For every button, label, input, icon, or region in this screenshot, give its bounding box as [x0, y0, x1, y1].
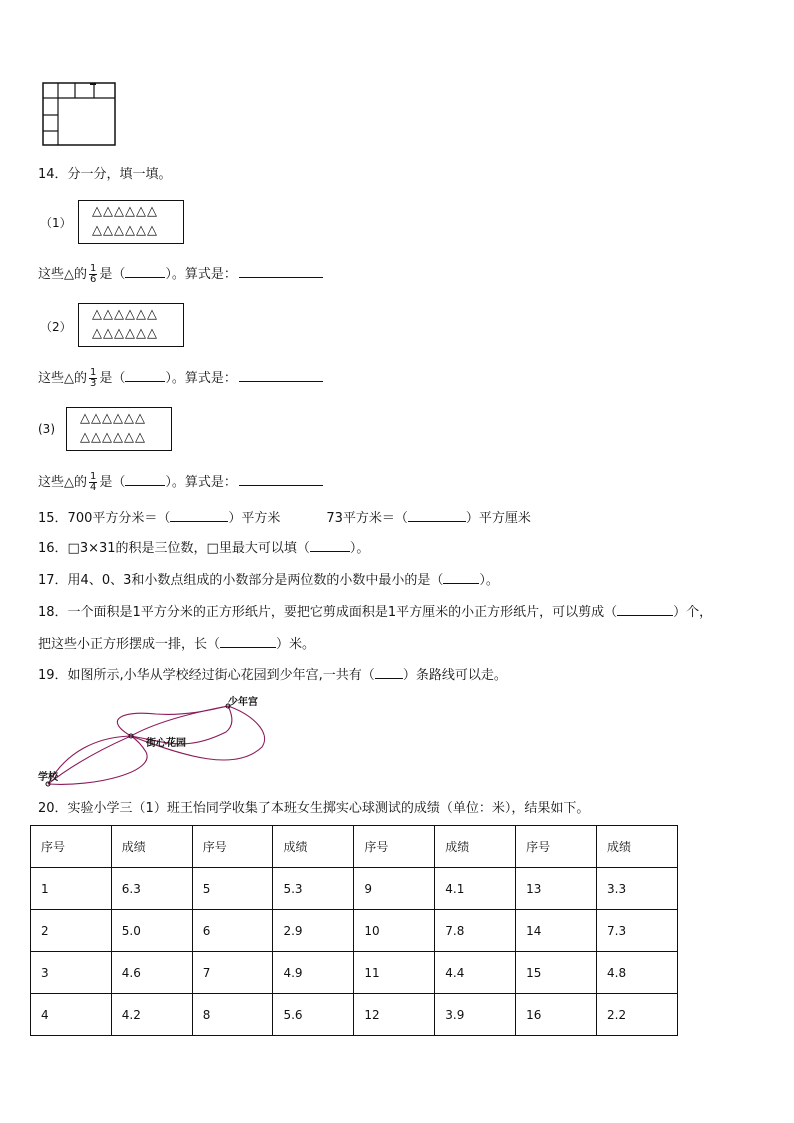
- q18-line2: 把这些小正方形摆成一排，长（ ）米。: [38, 637, 316, 652]
- answer-blank[interactable]: [617, 603, 673, 616]
- header-cell: 成绩: [435, 826, 516, 868]
- q14-title: 14．分一分，填一填。: [38, 167, 172, 182]
- answer-blank[interactable]: [170, 509, 228, 522]
- table-cell: 11: [354, 952, 435, 994]
- table-cell: 15: [516, 952, 597, 994]
- q20-title: 20．实验小学三（1）班王怡同学收集了本班女生掷实心球测试的成绩（单位：米），结果如下。: [38, 801, 590, 816]
- q14-part3-question: 这些△的 $\frac{1}{4}$ 是（ ）。算式是：: [38, 472, 323, 493]
- question-text: 这些△的: [38, 267, 87, 282]
- table-cell: 4.4: [435, 952, 516, 994]
- answer-blank[interactable]: [443, 571, 479, 584]
- route-garden-loop: [117, 706, 228, 736]
- table-cell: 14: [516, 910, 597, 952]
- header-cell: 序号: [31, 826, 112, 868]
- triangle-row: △△△△△△: [92, 204, 158, 219]
- answer-blank[interactable]: [375, 666, 403, 679]
- answer-blank[interactable]: [125, 369, 165, 382]
- table-cell: 7.3: [597, 910, 678, 952]
- formula-blank[interactable]: [239, 265, 323, 278]
- fraction: $\frac{1}{3}$: [90, 367, 97, 389]
- table-cell: 2.2: [597, 994, 678, 1036]
- table-cell: 12: [354, 994, 435, 1036]
- table-cell: 16: [516, 994, 597, 1036]
- q15: 15．700平方分米＝（ ）平方米 73平方米＝（ ）平方厘米: [38, 511, 531, 526]
- table-cell: 9: [354, 868, 435, 910]
- triangle-box-2: [78, 303, 184, 347]
- table-cell: 3: [31, 952, 112, 994]
- q18-line1: 18．一个面积是1平方分米的正方形纸片，要把它剪成面积是1平方厘米的小正方形纸片，可以剪成（ ）个，: [38, 605, 713, 620]
- fraction: $\frac{1}{4}$: [90, 471, 97, 493]
- label-school: 学校: [38, 772, 58, 783]
- header-cell: 序号: [354, 826, 435, 868]
- label-youth-palace: 少年宫: [228, 697, 258, 708]
- q17: 17．用4、0、3和小数点组成的小数部分是两位数的小数中最小的是（ ）。: [38, 573, 499, 588]
- formula-blank[interactable]: [239, 473, 323, 486]
- answer-blank[interactable]: [220, 635, 276, 648]
- table-cell: 7: [192, 952, 273, 994]
- q14-part1-label: （1）: [40, 216, 72, 230]
- q19: 19．如图所示,小华从学校经过街心花园到少年宫,一共有（ ）条路线可以走。: [38, 668, 507, 683]
- q14-part2-question: 这些△的 $\frac{1}{3}$ 是（ ）。算式是：: [38, 368, 323, 389]
- q14-part3-label: (3): [38, 422, 55, 436]
- q16: 16．□3×31的积是三位数，□里最大可以填（ ）。: [38, 541, 370, 556]
- table-cell: 4.6: [111, 952, 192, 994]
- answer-blank[interactable]: [125, 265, 165, 278]
- table-cell: 5.3: [273, 868, 354, 910]
- header-cell: 成绩: [111, 826, 192, 868]
- answer-blank[interactable]: [125, 473, 165, 486]
- table-cell: 4.8: [597, 952, 678, 994]
- route-school-garden-3: [48, 736, 147, 784]
- fraction: $\frac{1}{6}$: [90, 263, 97, 285]
- table-cell: 4.9: [273, 952, 354, 994]
- header-cell: 序号: [192, 826, 273, 868]
- q14-part1-question: 这些△的 $\frac{1}{6}$ 是（ ）。算式是：: [38, 264, 323, 285]
- triangle-box-3: [66, 407, 172, 451]
- table-cell: 3.3: [597, 868, 678, 910]
- triangle-row: △△△△△△: [80, 430, 146, 445]
- table-cell: 6.3: [111, 868, 192, 910]
- question-text: 这些△的: [38, 475, 87, 490]
- table-cell: 6: [192, 910, 273, 952]
- table-cell: 13: [516, 868, 597, 910]
- table-cell: 2: [31, 910, 112, 952]
- triangle-row: △△△△△△: [92, 307, 158, 322]
- table-cell: 2.9: [273, 910, 354, 952]
- scores-table: [30, 825, 678, 1036]
- answer-blank[interactable]: [310, 539, 350, 552]
- table-row: [31, 994, 678, 1036]
- table-cell: 3.9: [435, 994, 516, 1036]
- triangle-box-1: [78, 200, 184, 244]
- q14-part2-label: （2）: [40, 320, 72, 334]
- table-cell: 1: [31, 868, 112, 910]
- table-cell: 5.0: [111, 910, 192, 952]
- table-cell: 4: [31, 994, 112, 1036]
- triangle-row: △△△△△△: [80, 411, 146, 426]
- table-cell: 7.8: [435, 910, 516, 952]
- table-cell: 4.1: [435, 868, 516, 910]
- table-cell: 5: [192, 868, 273, 910]
- header-cell: 序号: [516, 826, 597, 868]
- label-street-garden: 街心花园: [146, 738, 186, 749]
- table-row: [31, 910, 678, 952]
- table-cell: 5.6: [273, 994, 354, 1036]
- table-header-row: [31, 826, 678, 868]
- header-cell: 成绩: [597, 826, 678, 868]
- triangle-row: △△△△△△: [92, 223, 158, 238]
- grid-figure: [42, 82, 116, 146]
- table-cell: 8: [192, 994, 273, 1036]
- question-text: 这些△的: [38, 371, 87, 386]
- route-garden-palace-1: [131, 706, 228, 736]
- table-row: [31, 868, 678, 910]
- table-row: [31, 952, 678, 994]
- table-cell: 4.2: [111, 994, 192, 1036]
- answer-blank[interactable]: [408, 509, 466, 522]
- triangle-row: △△△△△△: [92, 326, 158, 341]
- formula-blank[interactable]: [239, 369, 323, 382]
- header-cell: 成绩: [273, 826, 354, 868]
- table-cell: 10: [354, 910, 435, 952]
